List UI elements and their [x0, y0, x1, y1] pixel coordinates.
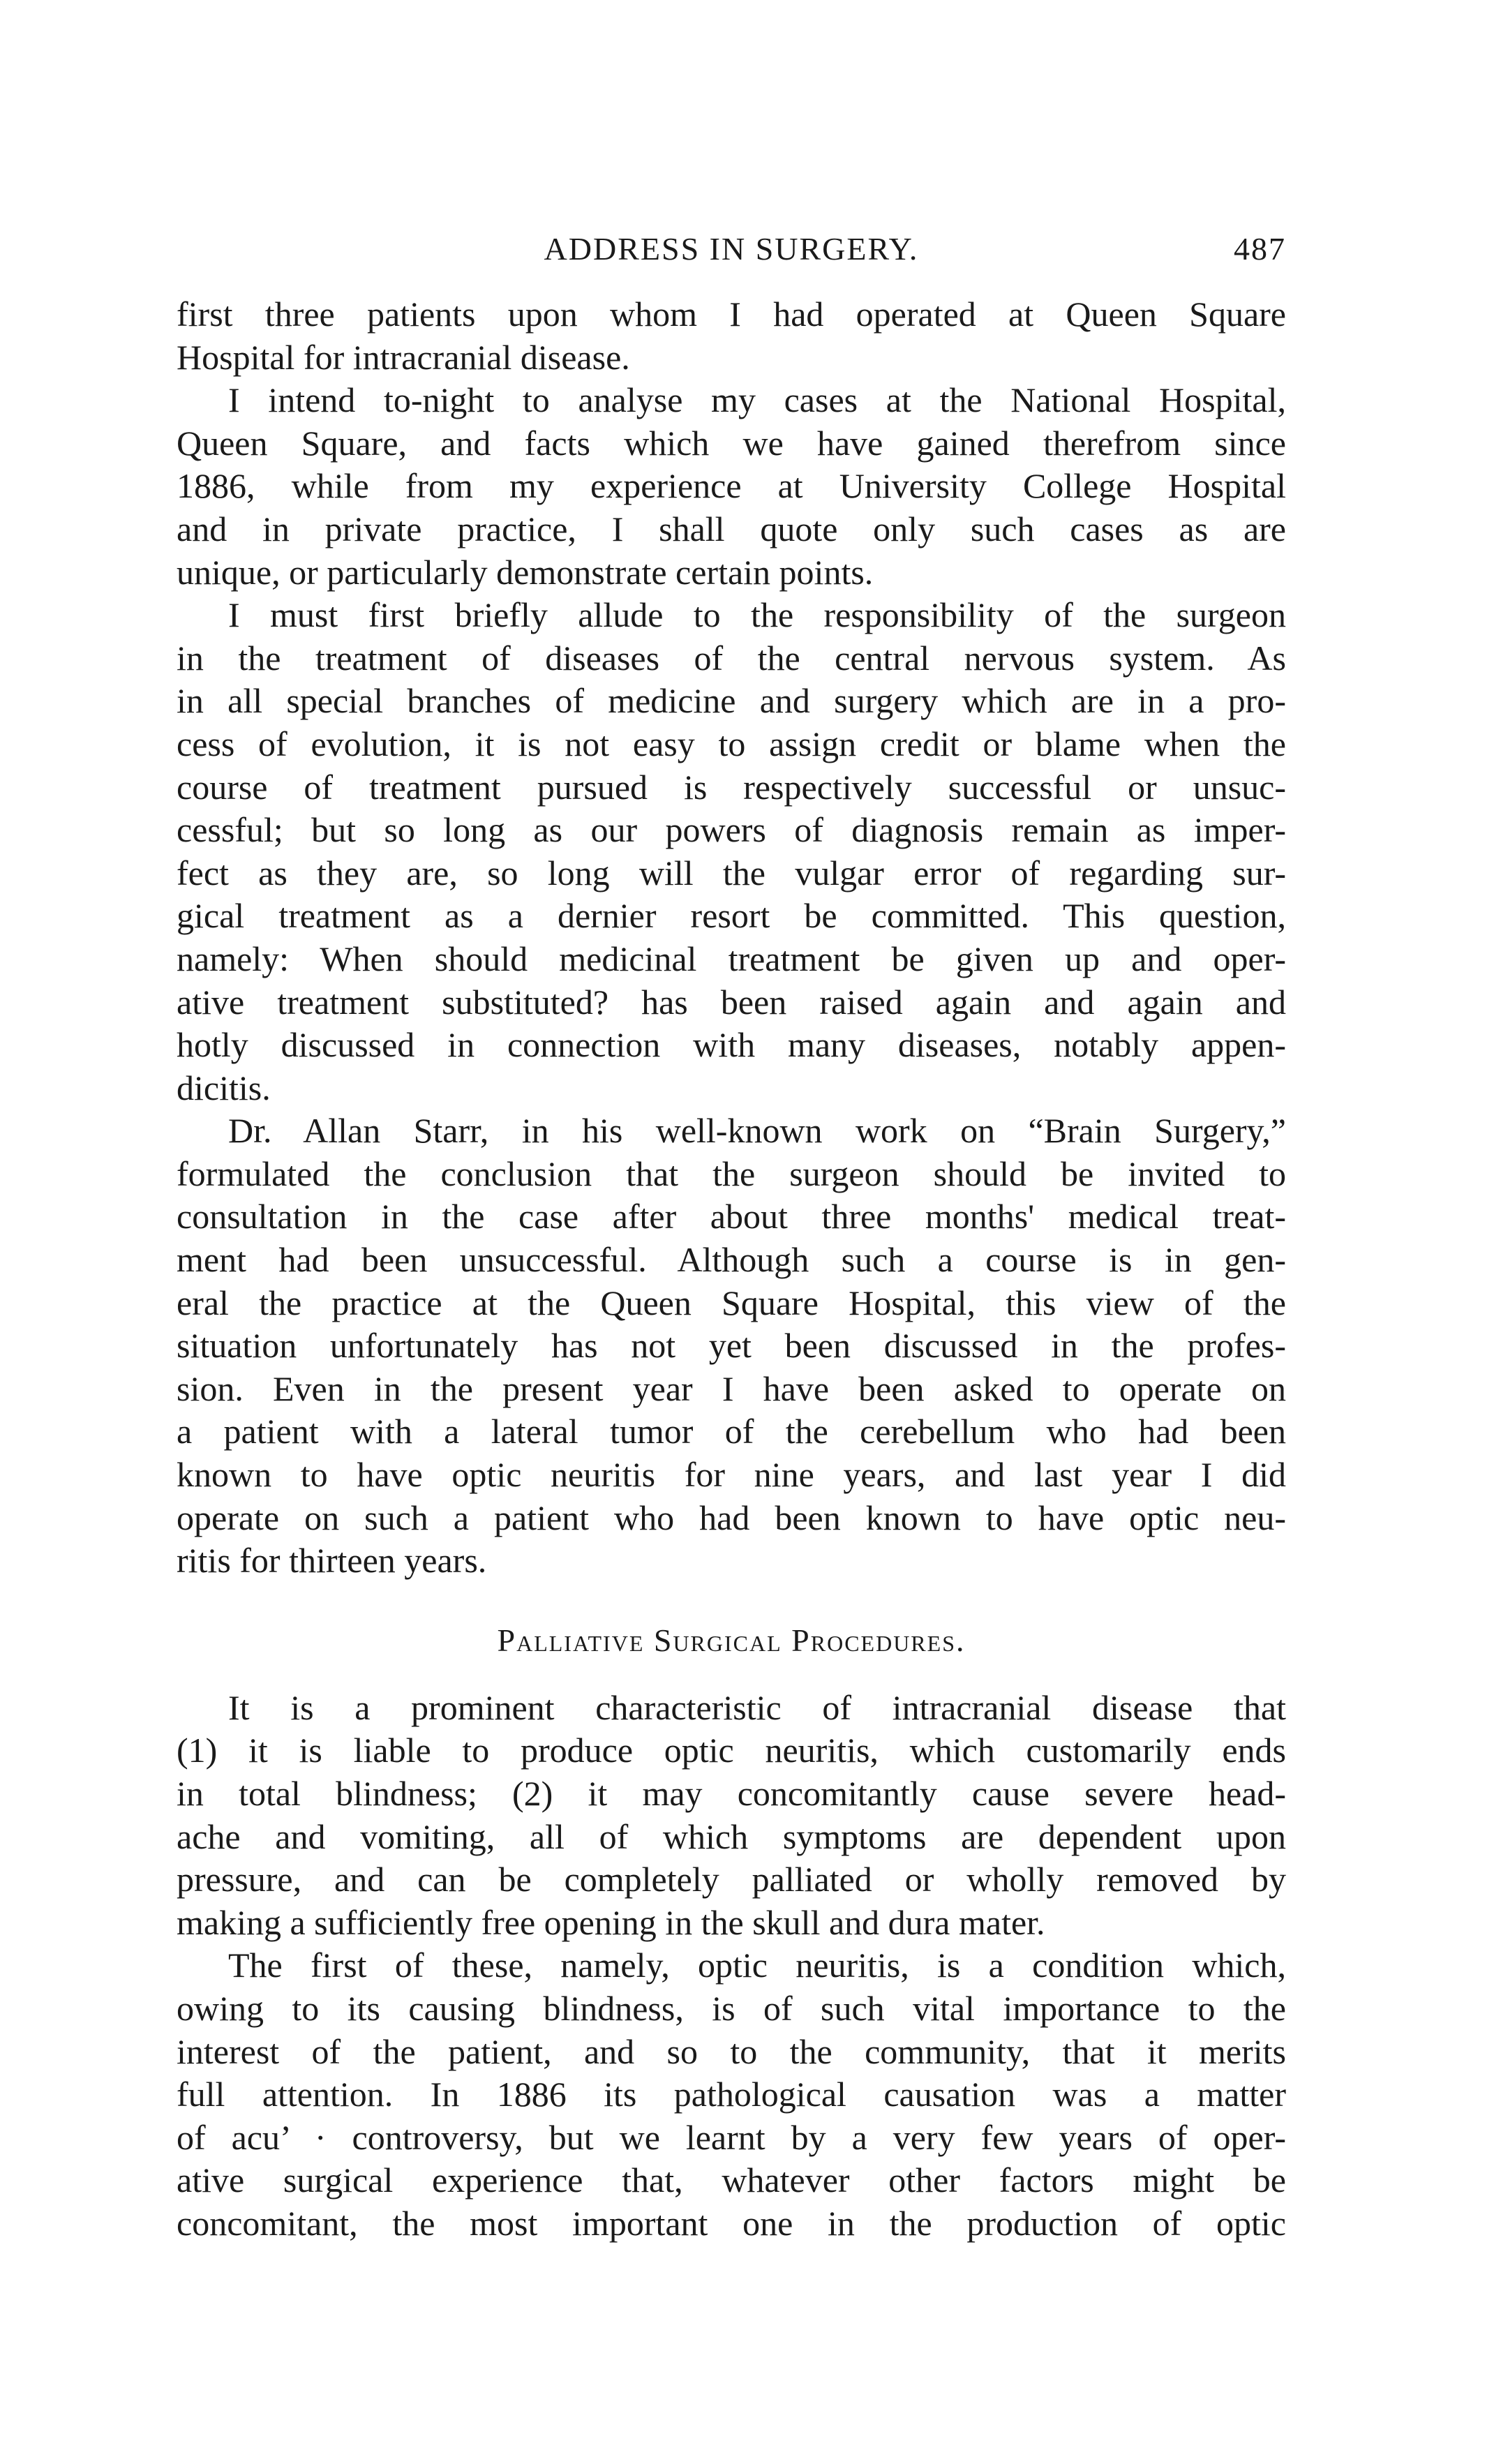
paragraph-responsibility	[177, 594, 1286, 1110]
text-line: It is a prominent characteristic of intracranial disease that	[228, 1687, 1286, 1727]
running-title: ADDRESS IN SURGERY.	[544, 231, 919, 267]
text-line: dicitis.	[177, 1068, 271, 1107]
paragraph-analysis-intent	[177, 379, 1286, 594]
text-line: a patient with a lateral tumor of the cerebellum who had been	[177, 1412, 1286, 1451]
body-text	[177, 293, 1286, 2246]
text-line: in the treatment of diseases of the central nervous system. As	[177, 638, 1286, 678]
paragraph-optic-neuritis	[177, 1944, 1286, 2245]
text-line: in total blindness; (2) it may concomitantly cause severe head-	[177, 1774, 1286, 1813]
text-line: formulated the conclusion that the surgeon should be invited to	[177, 1153, 1286, 1193]
text-line: owing to its causing blindness, is of such vital importance to the	[177, 1988, 1286, 2028]
text-line: ment had been unsuccessful. Although such a course is in gen-	[177, 1240, 1286, 1280]
text-line: full attention. In 1886 its pathological causation was a matter	[177, 2075, 1286, 2114]
section-heading: Palliative Surgical Procedures.	[497, 1622, 966, 1658]
text-line: known to have optic neuritis for nine years, and last year I did	[177, 1455, 1286, 1495]
text-line: making a sufficiently free opening in the skull and dura mater.	[177, 1902, 1045, 1942]
text-line: I intend to-night to analyse my cases at the National Hospital,	[228, 380, 1286, 420]
text-line: sion. Even in the present year I have been asked to operate on	[177, 1368, 1286, 1408]
text-line: gical treatment as a dernier resort be committed. This question,	[177, 896, 1286, 936]
text-line: in all special branches of medicine and surgery which are in a pro-	[177, 681, 1286, 721]
text-line: course of treatment pursued is respectively successful or unsuc-	[177, 767, 1286, 807]
text-line: situation unfortunately has not yet been discussed in the profes-	[177, 1326, 1286, 1366]
text-line: and in private practice, I shall quote only such cases as are	[177, 509, 1286, 548]
text-line: Hospital for intracranial disease.	[177, 337, 630, 377]
text-line: (1) it is liable to produce optic neuritis, which customarily ends	[177, 1731, 1286, 1770]
text-line: hotly discussed in connection with many diseases, notably appen-	[177, 1025, 1286, 1065]
text-line: ache and vomiting, all of which symptoms are dependent upon	[177, 1816, 1286, 1856]
running-head	[177, 209, 1286, 265]
text-line: fect as they are, so long will the vulgar error of regarding sur-	[177, 853, 1286, 893]
text-line: eral the practice at the Queen Square Hospital, this view of the	[177, 1283, 1286, 1322]
text-line: cessful; but so long as our powers of diagnosis remain as imper-	[177, 810, 1286, 850]
text-line: interest of the patient, and so to the community, that it merits	[177, 2031, 1286, 2071]
text-line: pressure, and can be completely palliated or wholly removed by	[177, 1860, 1286, 1899]
text-line: Dr. Allan Starr, in his well-known work on “Brain Surgery,”	[228, 1111, 1286, 1151]
text-line: consultation in the case after about three months' medical treat-	[177, 1197, 1286, 1237]
text-line: first three patients upon whom I had operated at Queen Square	[177, 294, 1286, 334]
text-line: ative surgical experience that, whatever other factors might be	[177, 2160, 1286, 2200]
text-line: 1886, while from my experience at University College Hospital	[177, 466, 1286, 506]
book-page	[177, 209, 1286, 2246]
paragraph-characteristic	[177, 1687, 1286, 1945]
text-line: operate on such a patient who had been known to have optic neu-	[177, 1498, 1286, 1537]
text-line: of acu’ · controversy, but we learnt by a very few years of oper-	[177, 2117, 1286, 2157]
text-line: unique, or particularly demonstrate certain points.	[177, 552, 874, 592]
text-line: ative treatment substituted? has been raised again and again and	[177, 982, 1286, 1022]
text-line: Queen Square, and facts which we have gained therefrom since	[177, 423, 1286, 463]
text-line: ritis for thirteen years.	[177, 1541, 487, 1581]
text-line: I must first briefly allude to the responsibility of the surgeon	[228, 595, 1286, 635]
text-line: The first of these, namely, optic neuritis, is a condition which,	[228, 1946, 1286, 1985]
page-number: 487	[1234, 231, 1286, 267]
text-line: concomitant, the most important one in the production of optic	[177, 2203, 1286, 2243]
paragraph-allan-starr	[177, 1110, 1286, 1583]
text-line: cess of evolution, it is not easy to assign credit or blame when the	[177, 724, 1286, 763]
text-line: namely: When should medicinal treatment be given up and oper-	[177, 939, 1286, 978]
paragraph-continued	[177, 293, 1286, 379]
